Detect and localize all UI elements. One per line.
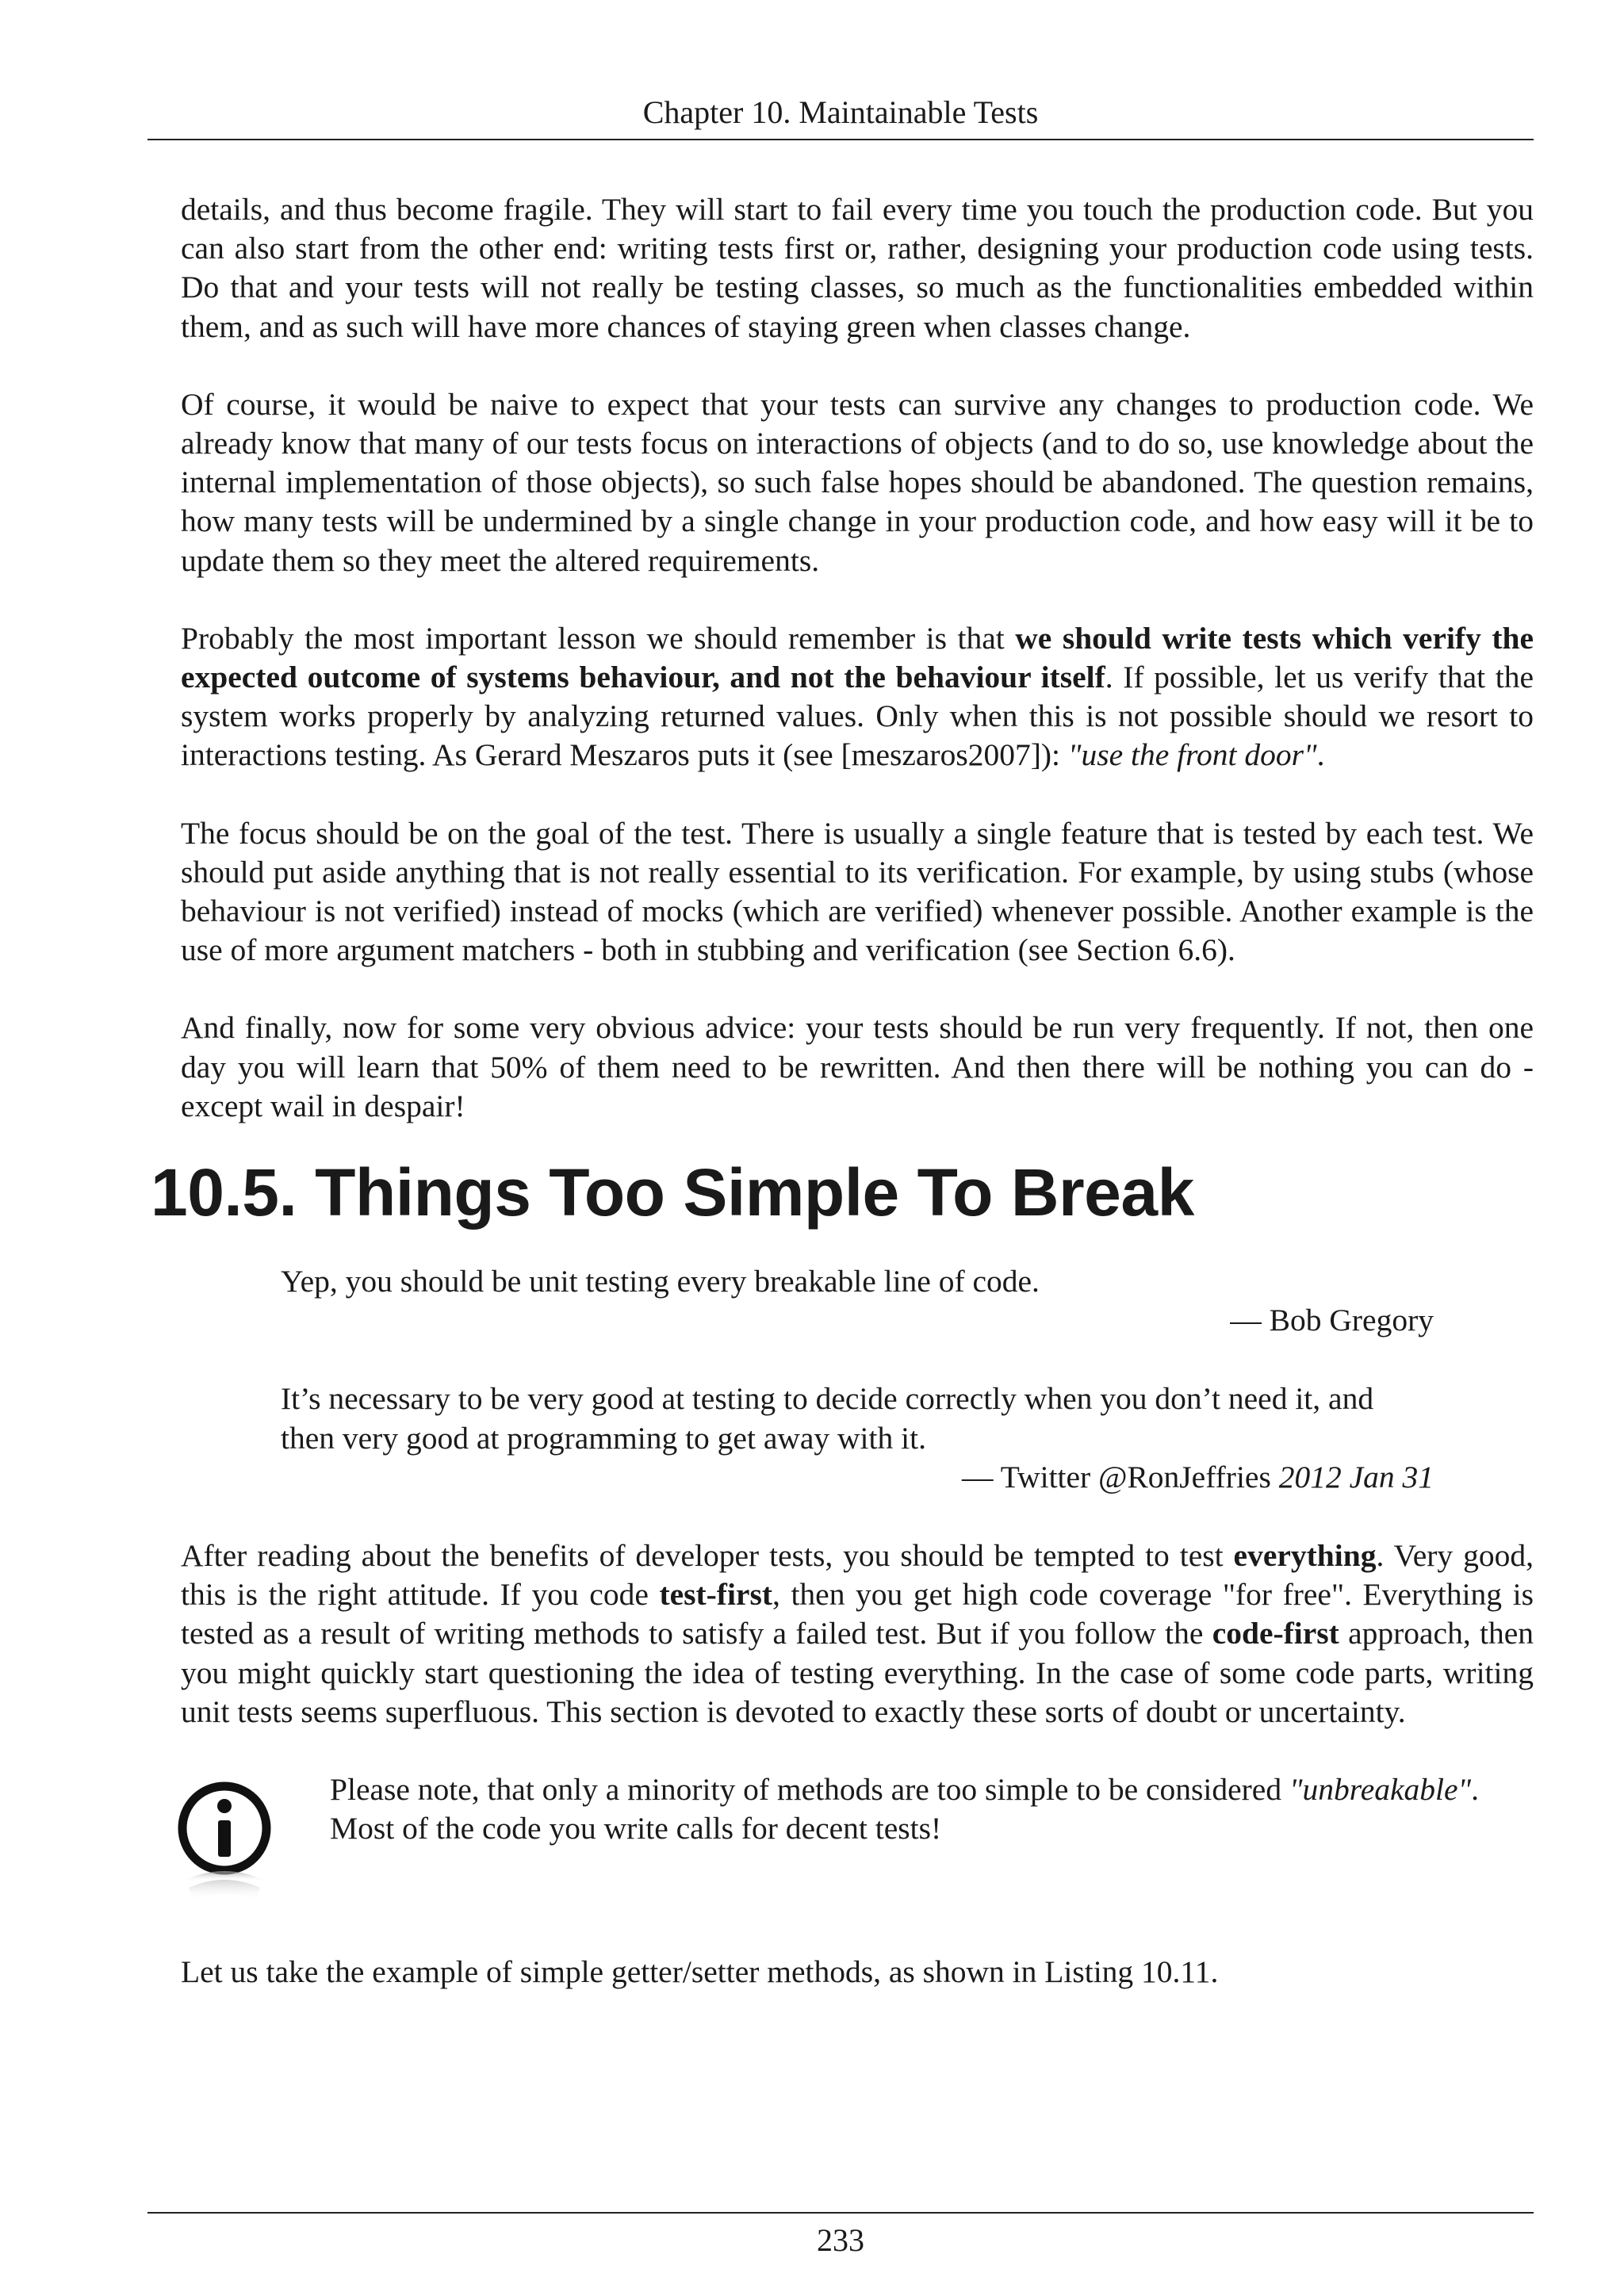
italic-unbreakable: "unbreakable" (1289, 1772, 1472, 1808)
running-header: Chapter 10. Maintainable Tests (642, 94, 1039, 130)
text-run: After reading about the benefits of developer tests, you should be tempted to test (181, 1538, 1234, 1574)
text-run: , then you get high code coverage "for free". Everything is tested as a result of writing methods to satisfy a failed test. But if you follow the (181, 1577, 1534, 1651)
text-run: approach, then you might quickly start questioning the idea of testing everything. In the case of some code parts, writing unit tests seems superfluous. This section is devoted to exactly these sorts of doubt or uncertainty. (181, 1616, 1534, 1729)
paragraph-focus-goal: The focus should be on the goal of the test. There is usually a single feature that is tested by each test. We should put aside anything that is not really essential to its verification. For example, by using stubs (whose behaviour is not verified) instead of mocks (which are verified) whenever possible. Another example is the use of more argument matchers - both in stubbing and verification (see Section 6.6). (181, 815, 1534, 968)
text-run: . If possible, let us verify that the system works properly by analyzing returned values. Only when this is not possible should we resort to interactions testing. As Gerard Meszaros puts it (see [meszaros2007]): (181, 660, 1534, 773)
text-run: . Most of the code you write calls for decent tests! (330, 1772, 1479, 1846)
note-text (330, 1770, 1534, 1848)
bold-everything: everything (1233, 1538, 1377, 1574)
italic-front-door: "use the front door" (1067, 737, 1317, 773)
epigraph-attribution (281, 1301, 1434, 1340)
epigraph-quote: It’s necessary to be very good at testing to decide correctly when you don’t need it, and then very good at programming to get away with it. (281, 1381, 1374, 1456)
info-icon (173, 1777, 276, 1919)
epigraph-ron-jeffries (281, 1380, 1434, 1497)
paragraph-important-lesson (181, 619, 1534, 775)
text-run: Probably the most important lesson we should remember is that (181, 620, 1016, 656)
info-note (181, 1770, 1534, 1953)
page-body (151, 190, 1534, 2030)
bold-code-first: code-first (1212, 1616, 1339, 1651)
text-run: . (1316, 737, 1325, 773)
footer-rule (147, 2212, 1534, 2214)
attribution-text: — Twitter @RonJeffries (962, 1459, 1279, 1494)
paragraph-getter-setter: Let us take the example of simple getter/setter methods, as shown in Listing 10.11. (181, 1954, 1219, 1990)
paragraph-fragile-tests: details, and thus become fragile. They will start to fail every time you touch the production code. But you can also start from the other end: writing tests first or, rather, designing your production code using tests. Do that and your tests will not really be testing classes, so much as the functionalities embedded within them, and as such will have more chances of staying green when classes change. (181, 192, 1534, 344)
bold-lesson: we should write tests which verify the expected outcome of systems behaviour, and not the behaviour itself (181, 620, 1534, 695)
paragraph-run-frequently: And finally, now for some very obvious advice: your tests should be run very frequently. If not, then one day you will learn that 50% of them need to be rewritten. And then there will be nothing you can do - except wail in despair! (181, 1010, 1534, 1123)
page-number: 233 (817, 2222, 864, 2258)
attribution-date: 2012 Jan 31 (1278, 1459, 1434, 1494)
attribution-text: — Bob Gregory (1230, 1303, 1434, 1338)
paragraph-naive-expectation: Of course, it would be naive to expect that your tests can survive any changes to production code. We already know that many of our tests focus on interactions of objects (and to do so, use knowledge about the internal implementation of those objects), so such false hopes should be abandoned. The question remains, how many tests will be undermined by a single change in your production code, and how easy will it be to update them so they meet the altered requirements. (181, 386, 1534, 578)
text-run: Please note, that only a minority of methods are too simple to be considered (330, 1772, 1289, 1808)
bold-test-first: test-first (659, 1577, 772, 1613)
section-title: 10.5. Things Too Simple To Break (151, 1155, 1194, 1230)
text-run: . Very good, this is the right attitude. If you code (181, 1538, 1534, 1613)
epigraph-quote: Yep, you should be unit testing every breakable line of code. (281, 1264, 1040, 1299)
epigraph-attribution (281, 1458, 1434, 1497)
paragraph-test-everything (181, 1536, 1534, 1732)
header-rule (147, 139, 1534, 140)
epigraph-bob-gregory (281, 1262, 1434, 1340)
